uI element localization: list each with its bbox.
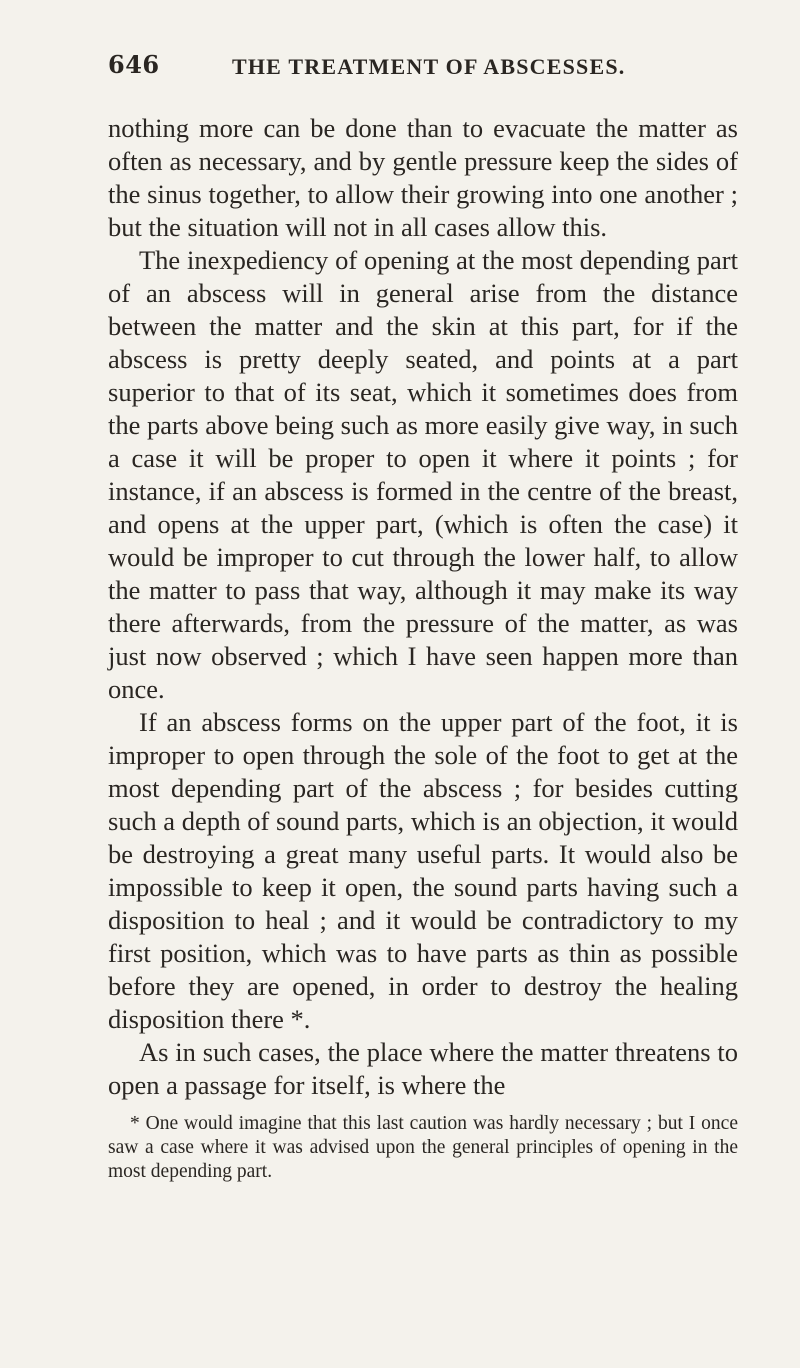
- paragraph-continuation: nothing more can be done than to evacuate the matter as often as necessary, and by gentle pressure keep the sides of the sinus together, to allow their growing into one another ; but the situation will not in all cases allow this.: [108, 113, 738, 242]
- paragraph-inexpediency: The inexpediency of opening at the most depending part of an abscess will in general arise from the distance between the matter and the skin at this part, for if the abscess is pretty deeply seated, and points at a part superior to that of its seat, which it sometimes does from the parts above being such as more easily give way, in such a case it will be proper to open it where it points ; for instance, if an abscess is formed in the centre of the breast, and opens at the upper part, (which is often the case) it would be improper to cut through the lower half, to allow the matter to pass that way, although it may make its way there afterwards, from the pressure of the matter, as was just now observed ; which I have seen happen more than once.: [108, 245, 738, 704]
- footnote: * One would imagine that this last caution was hardly necessary ; but I once saw a case where it was advised upon the general principles of opening in the most depending part.: [108, 1113, 738, 1182]
- book-page: [108, 50, 738, 1184]
- page-number: 646: [108, 50, 160, 79]
- page-header: [108, 50, 738, 90]
- running-head: THE TREATMENT OF ABSCESSES.: [232, 54, 626, 79]
- paragraph-foot-abscess: If an abscess forms on the upper part of the foot, it is improper to open through the sole of the foot to get at the most depending part of the abscess ; for besides cutting such a depth of sound parts, which is an objection, it would be destroying a great many useful parts. It would also be impossible to keep it open, the sound parts having such a disposition to heal ; and it would be contradictory to my first position, which was to have parts as thin as possible before they are opened, in order to destroy the healing disposition there *.: [108, 707, 738, 1034]
- body-text: [108, 112, 738, 1102]
- paragraph-such-cases: As in such cases, the place where the matter threatens to open a passage for itself, is where the: [108, 1037, 738, 1100]
